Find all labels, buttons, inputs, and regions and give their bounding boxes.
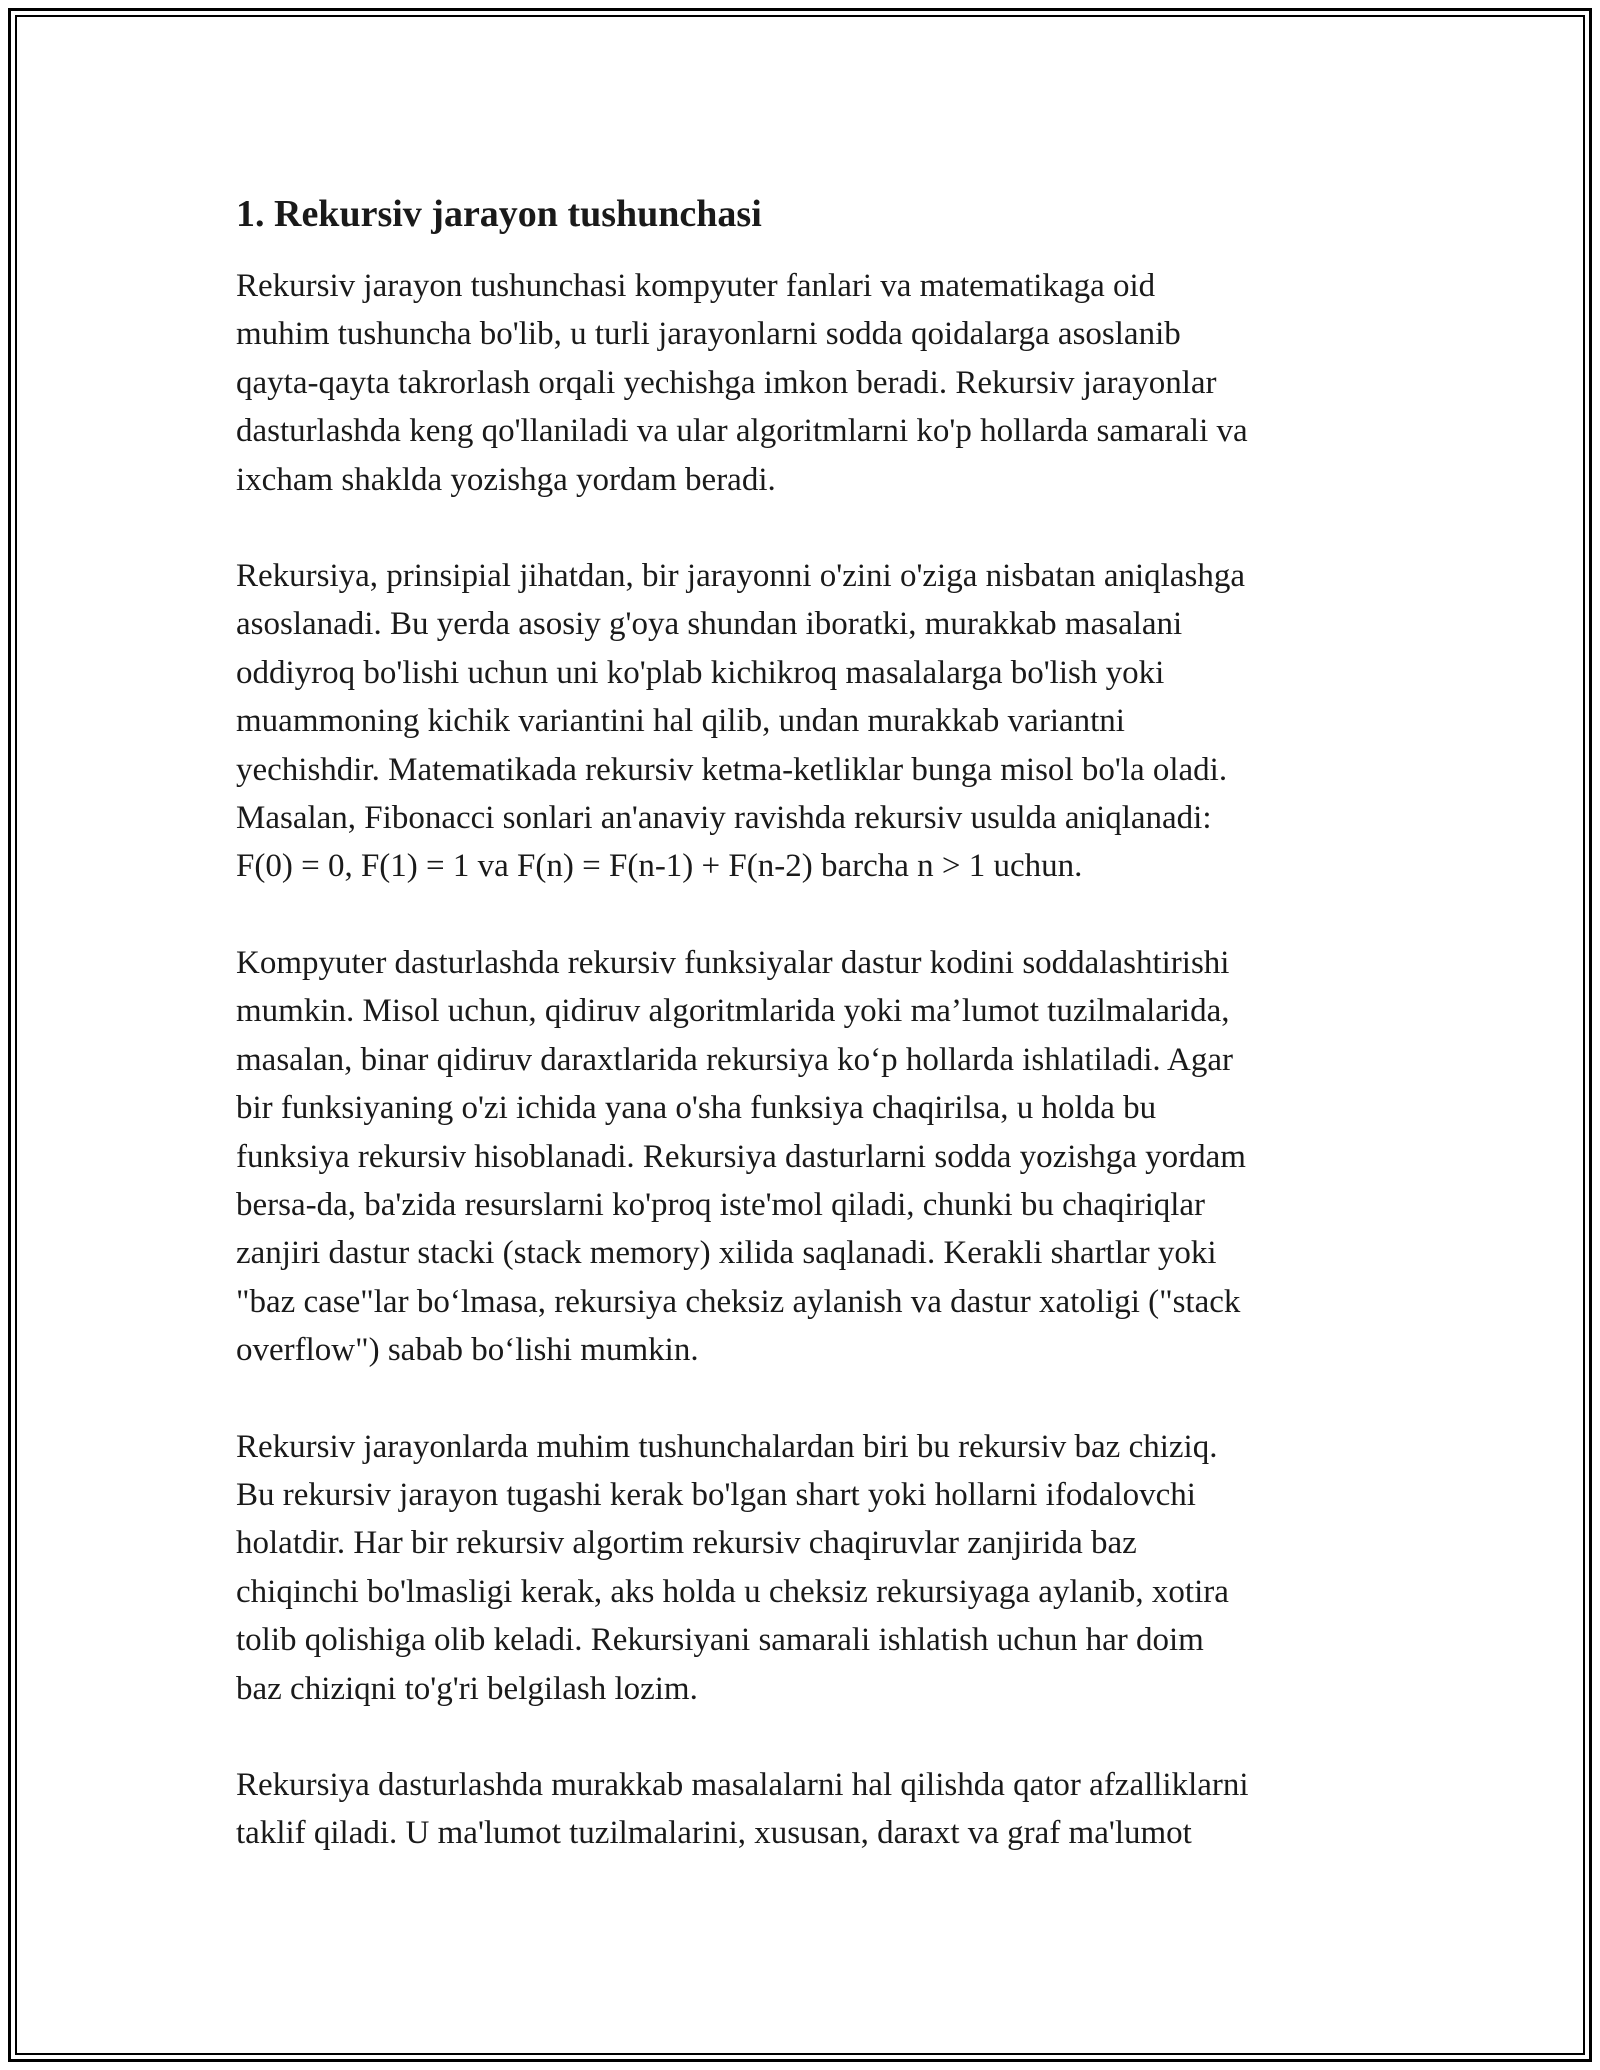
paragraph-2 xyxy=(236,552,1396,891)
text-line: masalan, binar qidiruv daraxtlarida rekursiya ko‘p hollarda ishlatiladi. Agar xyxy=(236,1041,1234,1078)
paragraph-1 xyxy=(236,262,1396,504)
text-line: bersa-da, ba'zida resurslarni ko'proq iste'mol qiladi, chunki bu chaqiriqlar xyxy=(236,1186,1206,1223)
text-line: muammoning kichik variantini hal qilib, undan murakkab variantni xyxy=(236,703,1125,740)
text-line: tolib qolishiga olib keladi. Rekursiyani samarali ishlatish uchun har doim xyxy=(236,1622,1204,1659)
text-line: taklif qiladi. U ma'lumot tuzilmalarini, xususan, daraxt va graf ma'lumot xyxy=(236,1815,1192,1852)
text-line: overflow") sabab bo‘lishi mumkin. xyxy=(236,1332,699,1369)
text-line: zanjiri dastur stacki (stack memory) xilida saqlanadi. Kerakli shartlar yoki xyxy=(236,1235,1217,1272)
text-line: asoslanadi. Bu yerda asosiy g'oya shundan iboratki, murakkab masalani xyxy=(236,606,1183,643)
section-heading: 1. Rekursiv jarayon tushunchasi xyxy=(236,193,762,235)
text-line: mumkin. Misol uchun, qidiruv algoritmlarida yoki ma’lumot tuzilmalarida, xyxy=(236,993,1230,1030)
text-line: Kompyuter dasturlashda rekursiv funksiyalar dastur kodini soddalashtirishi xyxy=(236,944,1230,981)
text-line: yechishdir. Matematikada rekursiv ketma-ketliklar bunga misol bo'la oladi. xyxy=(236,751,1228,788)
text-line: "baz case"lar bo‘lmasa, rekursiya cheksiz aylanish va dastur xatoligi ("stack xyxy=(236,1283,1241,1320)
paragraph-5 xyxy=(236,1761,1396,1858)
text-line: oddiyroq bo'lishi uchun uni ko'plab kichikroq masalalarga bo'lish yoki xyxy=(236,654,1165,691)
text-line: Rekursiya, prinsipial jihatdan, bir jarayonni o'zini o'ziga nisbatan aniqlashga xyxy=(236,558,1245,595)
text-line: Rekursiya dasturlashda murakkab masalalarni hal qilishda qator afzalliklarni xyxy=(236,1766,1249,1803)
text-line: bir funksiyaning o'zi ichida yana o'sha funksiya chaqirilsa, u holda bu xyxy=(236,1090,1157,1127)
text-line: Rekursiv jarayonlarda muhim tushunchalardan biri bu rekursiv baz chiziq. xyxy=(236,1428,1218,1465)
text-line: qayta-qayta takrorlash orqali yechishga imkon beradi. Rekursiv jarayonlar xyxy=(236,364,1217,401)
text-line: Masalan, Fibonacci sonlari an'anaviy ravishda rekursiv usulda aniqlanadi: xyxy=(236,800,1212,837)
paragraph-3 xyxy=(236,939,1396,1375)
text-line: funksiya rekursiv hisoblanadi. Rekursiya dasturlarni sodda yozishga yordam xyxy=(236,1138,1246,1175)
text-line: Bu rekursiv jarayon tugashi kerak bo'lgan shart yoki hollarni ifodalovchi xyxy=(236,1476,1196,1513)
document-body xyxy=(236,190,1396,1906)
text-line: Rekursiv jarayon tushunchasi kompyuter fanlari va matematikaga oid xyxy=(236,268,1156,304)
paragraph-4 xyxy=(236,1423,1396,1713)
text-line: F(0) = 0, F(1) = 1 va F(n) = F(n-1) + F(n-2) barcha n > 1 uchun. xyxy=(236,848,1083,885)
text-line: muhim tushuncha bo'lib, u turli jarayonlarni sodda qoidalarga asoslanib xyxy=(236,316,1181,353)
text-line: holatdir. Har bir rekursiv algortim rekursiv chaqiruvlar zanjirida baz xyxy=(236,1525,1137,1562)
text-line: ixcham shaklda yozishga yordam beradi. xyxy=(236,461,776,498)
text-line: baz chiziqni to'g'ri belgilash lozim. xyxy=(236,1670,698,1707)
text-line: chiqinchi bo'lmasligi kerak, aks holda u cheksiz rekursiyaga aylanib, xotira xyxy=(236,1573,1229,1610)
text-line: dasturlashda keng qo'llaniladi va ular algoritmlarni ko'p hollarda samarali va xyxy=(236,413,1248,450)
